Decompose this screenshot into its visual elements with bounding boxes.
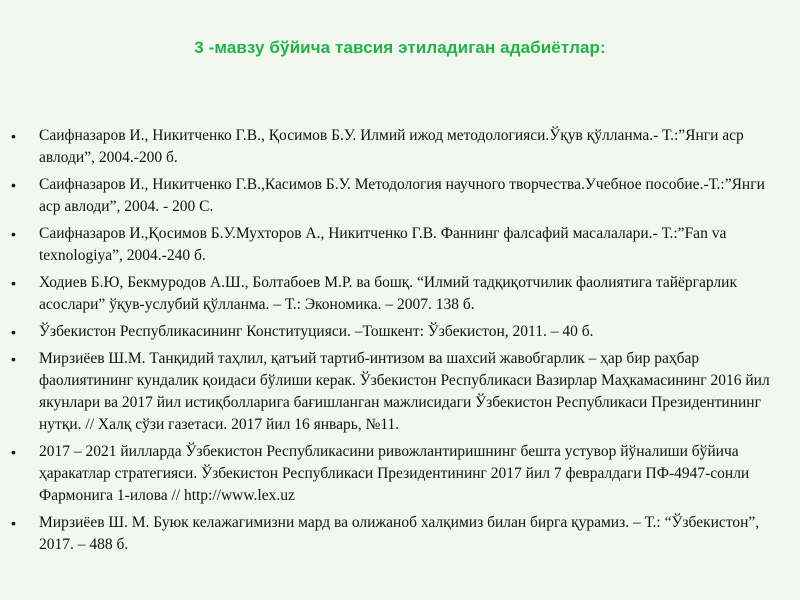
bullet-icon: • xyxy=(11,177,16,193)
reference-item xyxy=(0,512,800,556)
bullet-icon: • xyxy=(11,128,16,144)
reference-text: Саифназаров И.,Қосимов Б.У.Мухторов А., Никитченко Г.В. Фаннинг фалсафий масалалари.- Т.:”Fan va texnologiya”, 2004.-240 б. xyxy=(39,225,727,264)
reference-text: Ўзбекистон Республикасининг Конституцияси. –Тошкент: Ўзбекистон, 2011. – 40 б. xyxy=(39,323,594,340)
reference-text: Мирзиёев Ш. М. Буюк келажагимизни мард ва олижаноб халқимиз билан бирга қурамиз. – Т.: “Ўзбекистон”, 2017. – 488 б. xyxy=(39,514,760,553)
slide-title: 3 -мавзу бўйича тавсия этиладиган адабиётлар: xyxy=(194,38,606,57)
reference-item xyxy=(0,441,800,507)
reference-text: 2017 – 2021 йилларда Ўзбекистон Республикасини ривожлантиришнинг бешта устувор йўналиши бўйича ҳаракатлар стратегияси. Ўзбекистон Республикаси Президентининг 2017 йил 7 февралдаги ПФ-4947-сонли Фармонига 1-илова // http://www.lex.uz xyxy=(39,443,750,504)
reference-item xyxy=(0,125,800,169)
bullet-icon: • xyxy=(11,515,16,531)
reference-item xyxy=(0,348,800,436)
reference-item xyxy=(0,272,800,316)
bullet-icon: • xyxy=(11,351,16,367)
reference-text: Ходиев Б.Ю, Бекмуродов А.Ш., Болтабоев М.Р. ва бошқ. “Илмий тадқиқотчилик фаолиятига тайёргарлик асослари” ўқув-услубий қўлланма. – Т.: Экономика. – 2007. 138 б. xyxy=(39,274,737,313)
bullet-icon: • xyxy=(11,444,16,460)
bullet-icon: • xyxy=(11,226,16,242)
reference-list xyxy=(0,125,800,561)
reference-text: Саифназаров И., Никитченко Г.В.,Касимов Б.У. Методология научного творчества.Учебное пособие.-Т.:”Янги аср авлоди”, 2004. - 200 С. xyxy=(39,176,765,215)
reference-text: Саифназаров И., Никитченко Г.В., Қосимов Б.У. Илмий ижод методологияси.Ўқув қўлланма.- Т.:”Янги аср авлоди”, 2004.-200 б. xyxy=(39,127,744,166)
bullet-icon: • xyxy=(11,324,16,340)
bullet-icon: • xyxy=(11,275,16,291)
reference-text: Мирзиёев Ш.М. Танқидий таҳлил, қатъий тартиб-интизом ва шахсий жавобгарлик – ҳар бир раҳбар фаолиятининг кундалик қоидаси бўлиши керак. Ўзбекистон Республикаси Вазирлар Маҳкамасининг 2016 йил якунлари ва 2017 йил истиқболларига бағишланган мажлисидаги Ўзбекистон Республикаси Президентининг нутқи. // Халқ сўзи газетаси. 2017 йил 16 январь, №11. xyxy=(39,350,770,433)
reference-item xyxy=(0,174,800,218)
reference-item xyxy=(0,223,800,267)
reference-item xyxy=(0,321,800,343)
